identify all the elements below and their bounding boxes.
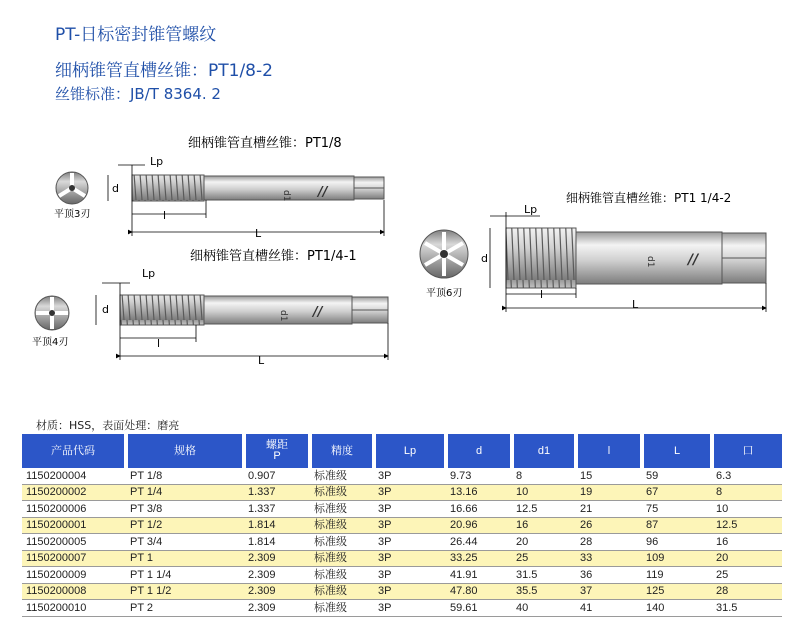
table-row (22, 517, 782, 534)
cell-l: 15 (576, 468, 642, 484)
cell-pitch: 1.814 (244, 534, 310, 551)
cell-code: 1150200007 (22, 550, 126, 567)
cell-d1: 16 (512, 517, 576, 534)
cell-lp: 3P (374, 583, 446, 600)
tap1-d-label: d (112, 182, 119, 195)
cell-d: 20.96 (446, 517, 512, 534)
cell-code: 1150200001 (22, 517, 126, 534)
cell-d1: 31.5 (512, 567, 576, 584)
cell-code: 1150200008 (22, 583, 126, 600)
svg-text:d1: d1 (278, 310, 288, 322)
table-row (22, 501, 782, 518)
cell-grade: 标准级 (310, 583, 374, 600)
cell-grade: 标准级 (310, 484, 374, 501)
page-title: PT-日标密封锥管螺纹 (55, 25, 217, 45)
cell-d1: 20 (512, 534, 576, 551)
col-header-pitch: 螺距 P (244, 434, 310, 468)
tap3-section-label: 平顶6刃 (426, 288, 463, 299)
cell-L: 109 (642, 550, 712, 567)
cell-d: 9.73 (446, 468, 512, 484)
cell-grade: 标准级 (310, 550, 374, 567)
cell-code: 1150200002 (22, 484, 126, 501)
cell-l: 33 (576, 550, 642, 567)
cell-L: 87 (642, 517, 712, 534)
cell-d1: 10 (512, 484, 576, 501)
cell-spec: PT 1/4 (126, 484, 244, 501)
svg-text:d1: d1 (645, 256, 655, 268)
cell-spec: PT 2 (126, 600, 244, 617)
table-row (22, 468, 782, 484)
svg-text://: // (313, 305, 323, 320)
cell-pitch: 2.309 (244, 550, 310, 567)
cell-spec: PT 1 1/4 (126, 567, 244, 584)
tap2-d-label: d (102, 303, 109, 316)
cell-square: 28 (712, 583, 782, 600)
col-header-d1: d1 (512, 434, 576, 468)
cell-grade: 标准级 (310, 468, 374, 484)
cell-grade: 标准级 (310, 600, 374, 617)
cell-pitch: 0.907 (244, 468, 310, 484)
cell-L: 119 (642, 567, 712, 584)
cell-d1: 12.5 (512, 501, 576, 518)
col-header-square: 口 (712, 434, 782, 468)
cell-L: 96 (642, 534, 712, 551)
cell-l: 28 (576, 534, 642, 551)
cell-d1: 25 (512, 550, 576, 567)
cell-square: 8 (712, 484, 782, 501)
tap3-l-label: l (540, 288, 544, 301)
cell-lp: 3P (374, 501, 446, 518)
cell-grade: 标准级 (310, 534, 374, 551)
cell-d: 13.16 (446, 484, 512, 501)
cell-d: 16.66 (446, 501, 512, 518)
tap3-section-icon (420, 230, 468, 278)
material-note: 材质：HSS，表面处理：磨亮 (36, 419, 180, 432)
tap3-lp-label: Lp (524, 203, 538, 216)
tap2-l-label: l (157, 337, 161, 350)
svg-text://: // (318, 185, 328, 200)
col-header-L: L (642, 434, 712, 468)
table-row (22, 567, 782, 584)
cell-l: 21 (576, 501, 642, 518)
col-header-grade: 精度 (310, 434, 374, 468)
tap1-section-icon (56, 172, 88, 204)
svg-text:d1: d1 (281, 190, 291, 202)
cell-L: 67 (642, 484, 712, 501)
table-row (22, 550, 782, 567)
cell-spec: PT 1/2 (126, 517, 244, 534)
cell-grade: 标准级 (310, 501, 374, 518)
cell-code: 1150200009 (22, 567, 126, 584)
cell-L: 59 (642, 468, 712, 484)
table-header-row (22, 434, 782, 468)
cell-d: 41.91 (446, 567, 512, 584)
col-header-lp: Lp (374, 434, 446, 468)
cell-code: 1150200005 (22, 534, 126, 551)
cell-square: 6.3 (712, 468, 782, 484)
cell-spec: PT 1 (126, 550, 244, 567)
cell-pitch: 2.309 (244, 583, 310, 600)
cell-square: 10 (712, 501, 782, 518)
table-row (22, 583, 782, 600)
tap2-body (120, 295, 388, 325)
cell-d1: 35.5 (512, 583, 576, 600)
cell-pitch: 1.337 (244, 484, 310, 501)
tap1-body (132, 175, 384, 201)
cell-l: 36 (576, 567, 642, 584)
cell-square: 20 (712, 550, 782, 567)
tap-diagrams (0, 120, 790, 410)
cell-L: 125 (642, 583, 712, 600)
table-row (22, 600, 782, 617)
tap2-L-label: L (258, 354, 265, 367)
cell-code: 1150200004 (22, 468, 126, 484)
product-title: 细柄锥管直槽丝锥：PT1/8-2 (55, 61, 273, 81)
cell-l: 19 (576, 484, 642, 501)
cell-code: 1150200006 (22, 501, 126, 518)
tap1-title: 细柄锥管直槽丝锥：PT1/8 (188, 136, 342, 151)
tap3-title: 细柄锥管直槽丝锥：PT1 1/4-2 (566, 191, 732, 205)
cell-square: 25 (712, 567, 782, 584)
cell-grade: 标准级 (310, 517, 374, 534)
cell-square: 31.5 (712, 600, 782, 617)
spec-table (22, 434, 782, 617)
cell-l: 26 (576, 517, 642, 534)
table-row (22, 534, 782, 551)
cell-spec: PT 3/8 (126, 501, 244, 518)
cell-square: 12.5 (712, 517, 782, 534)
tap3-body (506, 228, 766, 288)
cell-d1: 40 (512, 600, 576, 617)
tap3-L-label: L (632, 298, 639, 311)
tap2-title: 细柄锥管直槽丝锥：PT1/4-1 (190, 249, 357, 264)
cell-d: 47.80 (446, 583, 512, 600)
table-row (22, 484, 782, 501)
col-header-l: l (576, 434, 642, 468)
tap3-d-label: d (481, 252, 488, 265)
cell-l: 41 (576, 600, 642, 617)
cell-pitch: 1.814 (244, 517, 310, 534)
cell-lp: 3P (374, 468, 446, 484)
tap2-lp-label: Lp (142, 267, 156, 280)
cell-lp: 3P (374, 600, 446, 617)
cell-code: 1150200010 (22, 600, 126, 617)
cell-l: 37 (576, 583, 642, 600)
cell-spec: PT 1/8 (126, 468, 244, 484)
cell-pitch: 2.309 (244, 600, 310, 617)
cell-lp: 3P (374, 484, 446, 501)
col-header-d: d (446, 434, 512, 468)
cell-d1: 8 (512, 468, 576, 484)
cell-lp: 3P (374, 550, 446, 567)
tap2-section-label: 平顶4刃 (32, 337, 69, 348)
cell-lp: 3P (374, 567, 446, 584)
tap2-section-icon (35, 296, 69, 330)
cell-d: 33.25 (446, 550, 512, 567)
cell-grade: 标准级 (310, 567, 374, 584)
cell-lp: 3P (374, 534, 446, 551)
cell-d: 59.61 (446, 600, 512, 617)
cell-L: 140 (642, 600, 712, 617)
cell-pitch: 2.309 (244, 567, 310, 584)
col-header-code: 产品代码 (22, 434, 126, 468)
cell-d: 26.44 (446, 534, 512, 551)
cell-spec: PT 3/4 (126, 534, 244, 551)
svg-text://: // (688, 252, 699, 268)
tap1-l-label: l (163, 209, 167, 222)
col-header-spec: 规格 (126, 434, 244, 468)
tap1-lp-label: Lp (150, 155, 164, 168)
cell-pitch: 1.337 (244, 501, 310, 518)
cell-L: 75 (642, 501, 712, 518)
cell-spec: PT 1 1/2 (126, 583, 244, 600)
cell-square: 16 (712, 534, 782, 551)
standard-line: 丝锥标准：JB/T 8364. 2 (55, 85, 221, 103)
tap1-section-label: 平顶3刃 (54, 209, 91, 220)
cell-lp: 3P (374, 517, 446, 534)
tap1-L-label: L (255, 227, 262, 240)
